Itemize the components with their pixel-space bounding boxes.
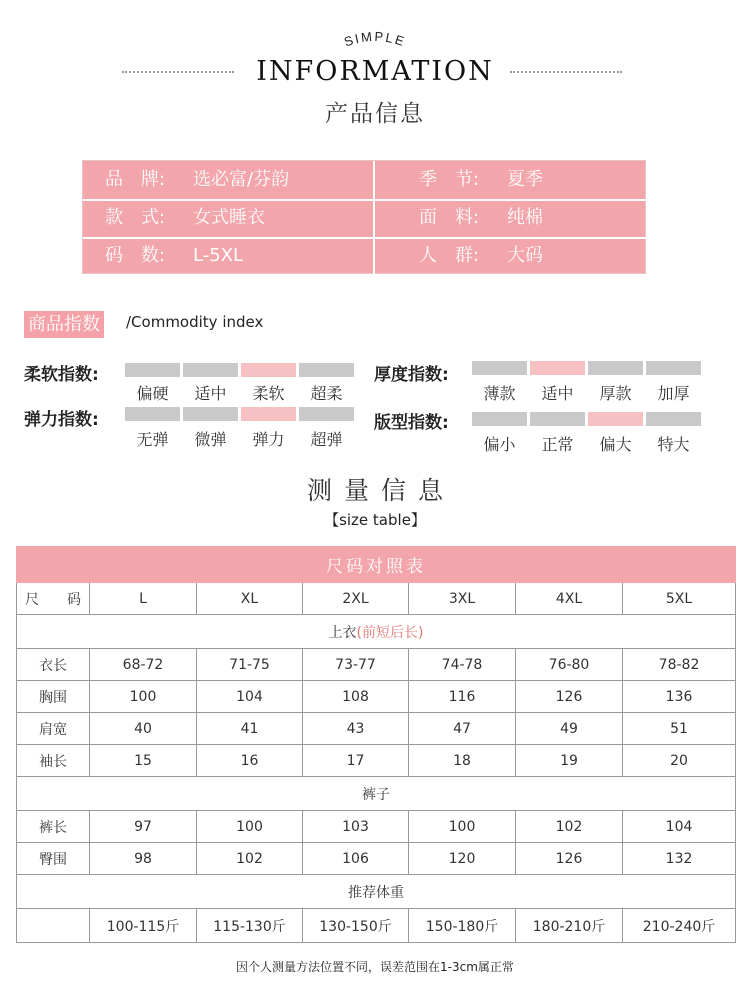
season-value: 夏季 [507, 169, 543, 190]
size-header-row [17, 583, 736, 615]
elasticity-label: 弹力指数: [24, 410, 99, 430]
table-cell: 43 [303, 713, 409, 745]
fabric-value: 纯棉 [507, 207, 543, 228]
crowd-value: 大码 [507, 245, 543, 266]
size-chart-title: 尺码对照表 [17, 547, 736, 583]
table-row [17, 811, 736, 843]
table-cell: 126 [516, 843, 623, 875]
softness-label: 柔软指数: [24, 365, 99, 385]
table-cell: 47 [409, 713, 516, 745]
size-key: 码 数: [105, 245, 166, 266]
brand-key: 品 牌: [105, 169, 166, 190]
index-bar [588, 361, 643, 375]
size-column-header: 2XL [303, 583, 409, 615]
table-row [17, 713, 736, 745]
pants-section-header: 裤子 [17, 777, 736, 811]
size-column-header: L [90, 583, 197, 615]
product-cell-size [105, 237, 243, 275]
index-bar [125, 407, 180, 421]
table-cell: 49 [516, 713, 623, 745]
index-bar [125, 363, 180, 377]
index-bar [183, 407, 238, 421]
table-cell: 108 [303, 681, 409, 713]
index-option: 适中 [541, 384, 574, 403]
index-bar [472, 412, 527, 426]
thickness-label: 厚度指数: [374, 365, 449, 385]
index-option: 弹力 [252, 430, 285, 449]
commodity-index-english: /Commodity index [126, 313, 264, 331]
row-label: 胸围 [17, 681, 90, 713]
index-bar [472, 361, 527, 375]
table-cell: 19 [516, 745, 623, 777]
table-row [17, 843, 736, 875]
index-option: 超弹 [310, 430, 343, 449]
table-cell: 100 [197, 811, 303, 843]
table-cell: 126 [516, 681, 623, 713]
softness-bars [125, 363, 354, 377]
table-cell: 130-150斤 [303, 909, 409, 943]
table-cell: 116 [409, 681, 516, 713]
table-cell: 17 [303, 745, 409, 777]
index-option: 正常 [541, 435, 574, 454]
commodity-index-tag: 商品指数 [24, 311, 104, 338]
table-cell: 76-80 [516, 649, 623, 681]
index-option: 加厚 [657, 384, 690, 403]
table-cell: 20 [623, 745, 736, 777]
table-cell: 78-82 [623, 649, 736, 681]
table-cell: 68-72 [90, 649, 197, 681]
measurement-title: 测量信息 [306, 476, 455, 505]
index-option: 厚款 [599, 384, 632, 403]
elasticity-options [125, 427, 354, 450]
table-cell: 100-115斤 [90, 909, 197, 943]
table-cell: 120 [409, 843, 516, 875]
index-bar [530, 361, 585, 375]
softness-options [125, 381, 354, 404]
index-option: 薄款 [483, 384, 516, 403]
fit-options [472, 432, 701, 455]
table-cell: 104 [623, 811, 736, 843]
table-cell: 41 [197, 713, 303, 745]
svg-text:SIMPLE: SIMPLE [342, 28, 408, 50]
index-option: 无弹 [136, 430, 169, 449]
table-cell: 210-240斤 [623, 909, 736, 943]
row-label: 臀围 [17, 843, 90, 875]
measurement-disclaimer: 因个人测量方法位置不同，误差范围在1-3cm属正常 [236, 960, 514, 974]
top-section-header [17, 615, 736, 649]
product-info-table [82, 160, 646, 274]
table-cell: 150-180斤 [409, 909, 516, 943]
index-option: 偏大 [599, 435, 632, 454]
table-cell: 106 [303, 843, 409, 875]
index-bar [183, 363, 238, 377]
thickness-bars [472, 361, 701, 375]
table-cell: 132 [623, 843, 736, 875]
table-cell: 15 [90, 745, 197, 777]
size-header-label: 尺 码 [17, 583, 90, 615]
table-cell: 102 [516, 811, 623, 843]
fit-label: 版型指数: [374, 413, 449, 433]
product-cell-fabric [419, 199, 543, 237]
table-cell: 16 [197, 745, 303, 777]
index-bar [241, 363, 296, 377]
index-option: 超柔 [310, 384, 343, 403]
size-table-subtitle: 【size table】 [324, 511, 426, 529]
row-label: 衣长 [17, 649, 90, 681]
table-cell: 115-130斤 [197, 909, 303, 943]
index-bar [299, 407, 354, 421]
index-bar [299, 363, 354, 377]
row-label: 裤长 [17, 811, 90, 843]
table-row [17, 745, 736, 777]
index-bar [530, 412, 585, 426]
table-cell: 97 [90, 811, 197, 843]
index-option: 偏硬 [136, 384, 169, 403]
table-row [17, 649, 736, 681]
weight-section-header: 推荐体重 [17, 875, 736, 909]
table-cell: 71-75 [197, 649, 303, 681]
brand-value: 选必富/芬韵 [193, 169, 290, 190]
index-bar [646, 361, 701, 375]
size-column-header: 4XL [516, 583, 623, 615]
table-cell: 180-210斤 [516, 909, 623, 943]
row-label: 袖长 [17, 745, 90, 777]
table-cell: 18 [409, 745, 516, 777]
size-column-header: XL [197, 583, 303, 615]
fabric-key: 面 料: [419, 207, 480, 228]
product-cell-season [419, 161, 543, 199]
table-cell: 51 [623, 713, 736, 745]
table-cell: 100 [409, 811, 516, 843]
table-cell: 100 [90, 681, 197, 713]
size-value: L-5XL [193, 245, 244, 266]
product-cell-brand [105, 161, 289, 199]
index-option: 微弹 [194, 430, 227, 449]
top-section-note: (前短后长) [356, 624, 424, 641]
size-chart-table [16, 546, 736, 943]
table-cell: 103 [303, 811, 409, 843]
size-column-header: 5XL [623, 583, 736, 615]
product-cell-crowd [419, 237, 543, 275]
index-option: 特大 [657, 435, 690, 454]
style-key: 款 式: [105, 207, 166, 228]
index-bar [588, 412, 643, 426]
table-cell: 74-78 [409, 649, 516, 681]
simple-arc-text [0, 28, 750, 50]
style-value: 女式睡衣 [193, 207, 265, 228]
size-column-header: 3XL [409, 583, 516, 615]
table-cell: 98 [90, 843, 197, 875]
index-option: 柔软 [252, 384, 285, 403]
table-cell: 104 [197, 681, 303, 713]
product-table-divider [373, 161, 375, 275]
product-cell-style [105, 199, 265, 237]
thickness-options [472, 381, 701, 404]
season-key: 季 节: [419, 169, 480, 190]
crowd-key: 人 群: [419, 245, 480, 266]
top-section-label: 上衣 [328, 624, 357, 641]
row-label: 肩宽 [17, 713, 90, 745]
fit-bars [472, 412, 701, 426]
row-label [17, 909, 90, 943]
table-cell: 136 [623, 681, 736, 713]
index-bar [241, 407, 296, 421]
table-row [17, 681, 736, 713]
index-bar [646, 412, 701, 426]
weight-row [17, 909, 736, 943]
table-cell: 73-77 [303, 649, 409, 681]
elasticity-bars [125, 407, 354, 421]
index-option: 适中 [194, 384, 227, 403]
product-info-title: 产品信息 [325, 101, 425, 127]
index-option: 偏小 [483, 435, 516, 454]
information-title: INFORMATION [256, 56, 494, 87]
table-cell: 102 [197, 843, 303, 875]
table-cell: 40 [90, 713, 197, 745]
